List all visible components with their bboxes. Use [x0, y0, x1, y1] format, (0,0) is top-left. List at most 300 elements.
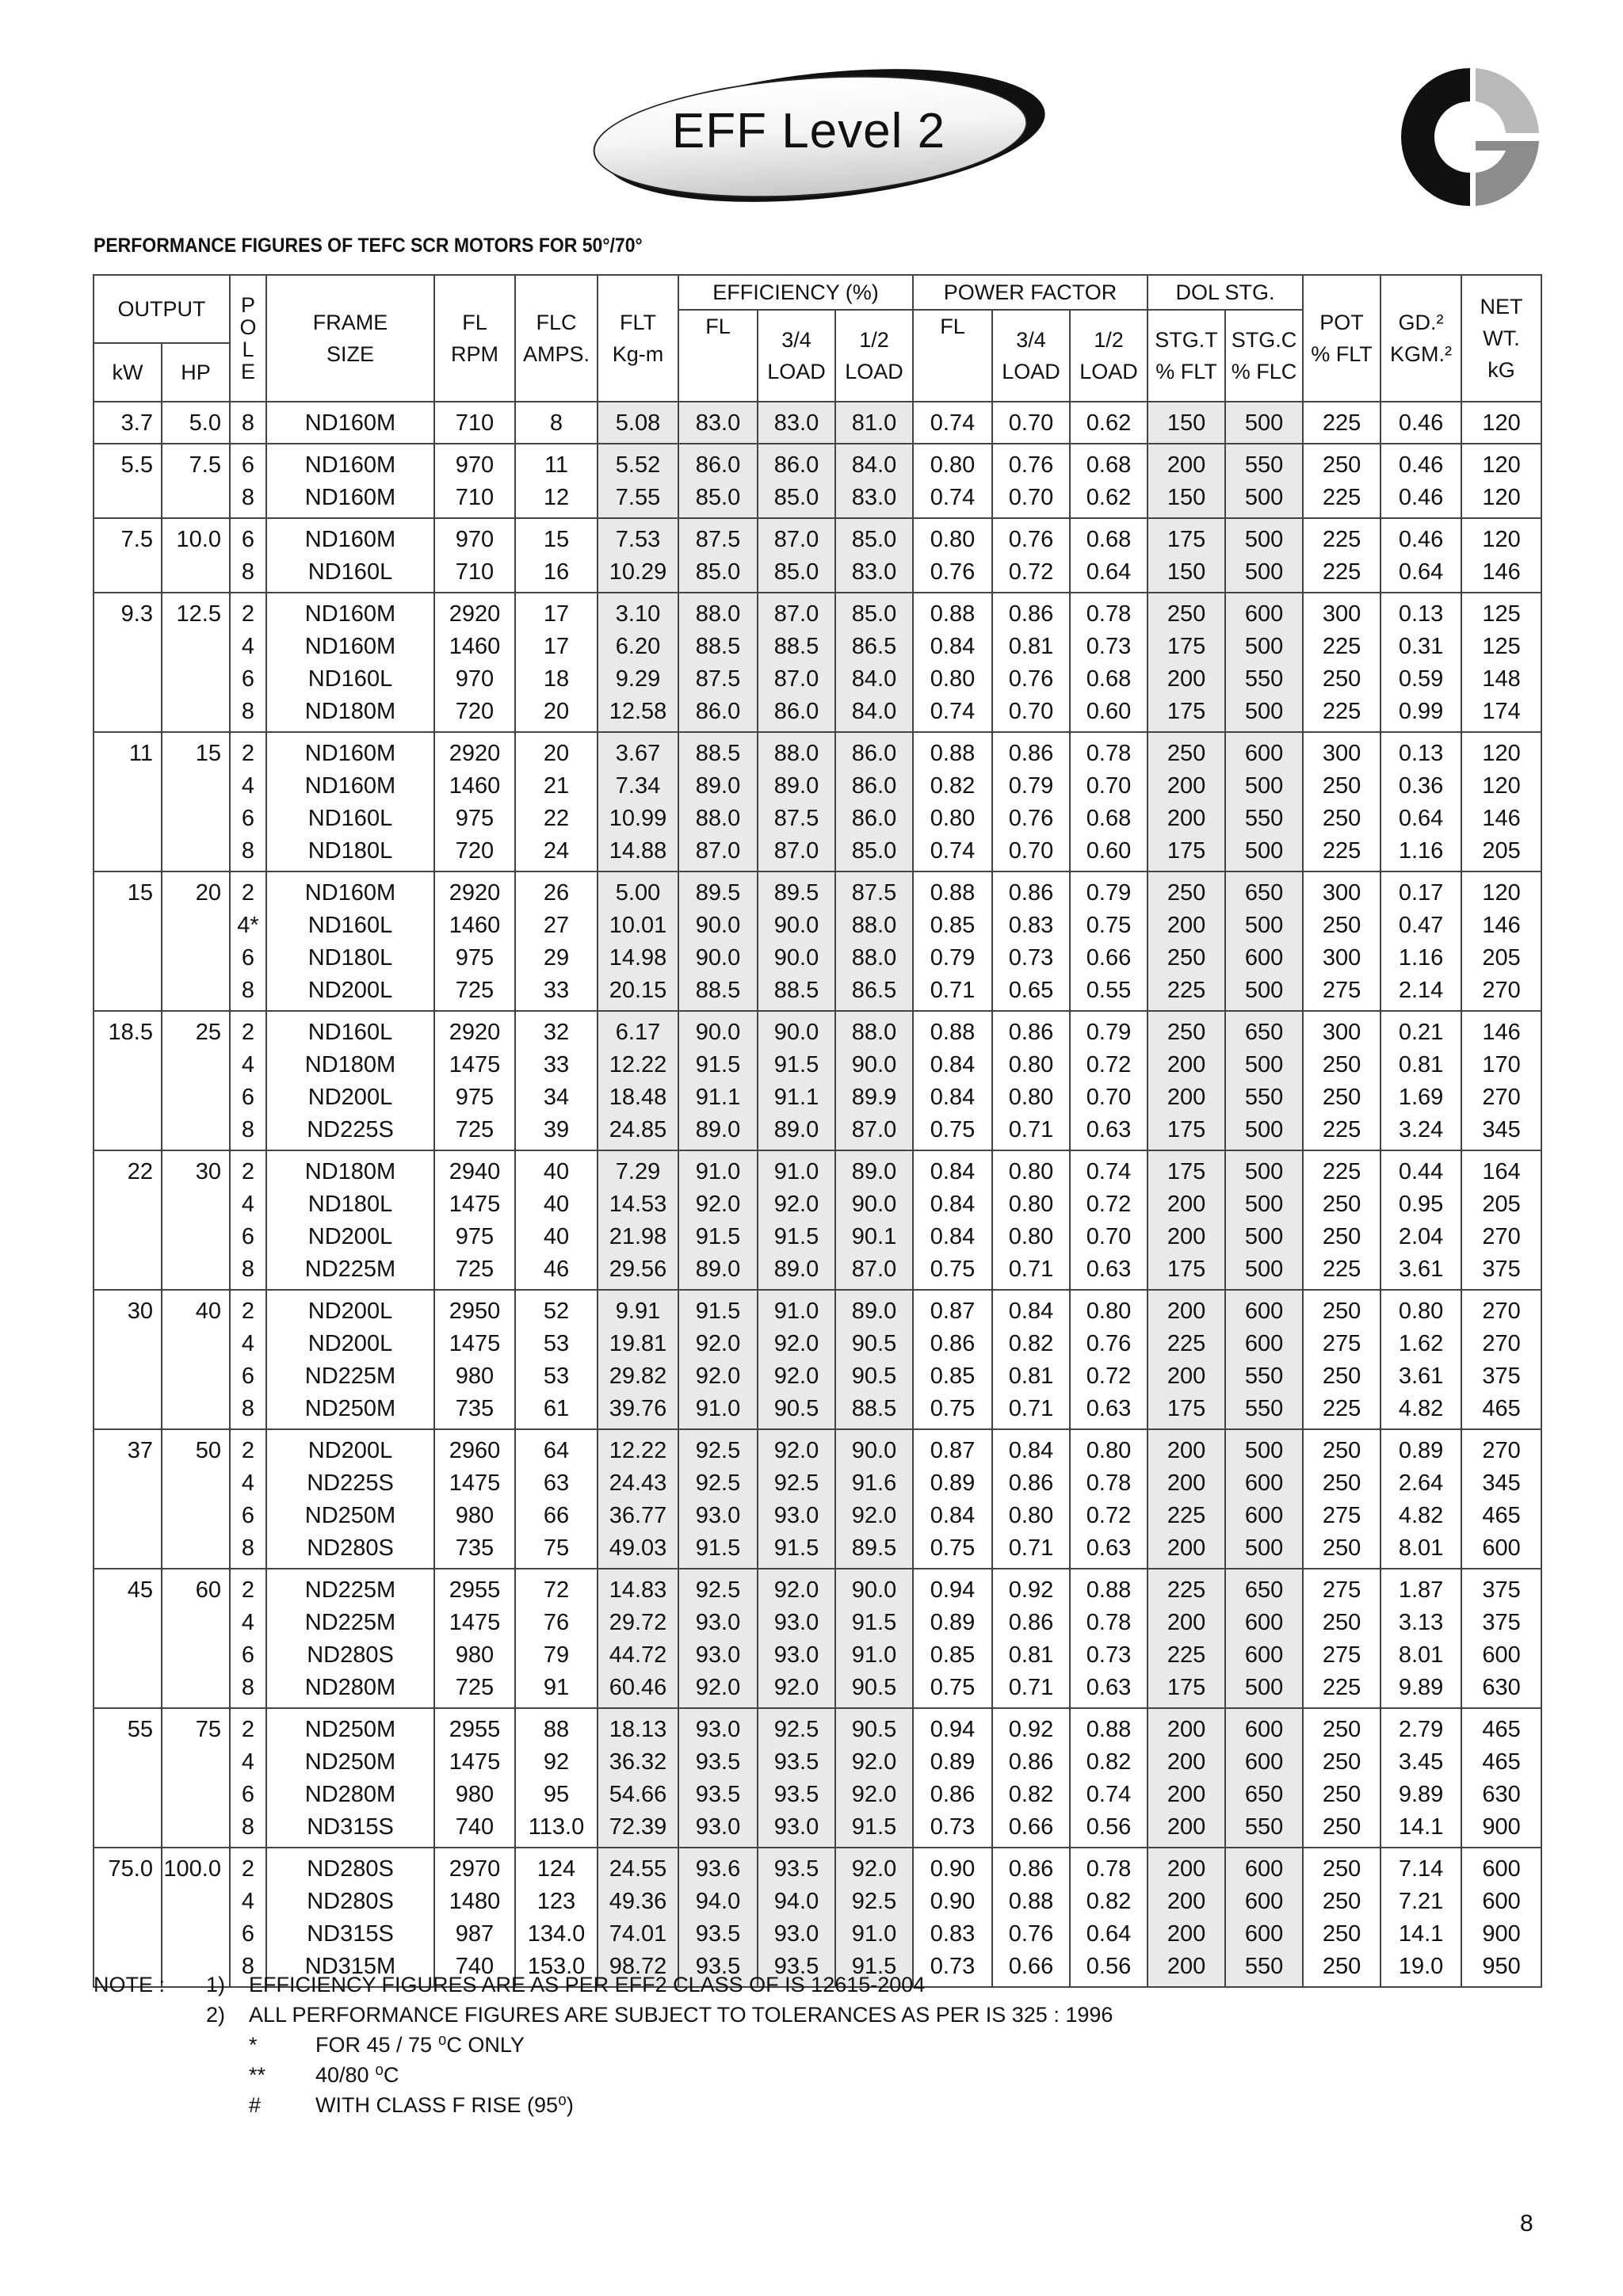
cell-value: 0.86 [1008, 1856, 1054, 1882]
flt-cell [598, 1290, 678, 1429]
cell-value: 44.72 [609, 1642, 667, 1668]
cell-value: 49.03 [609, 1535, 667, 1561]
cell-value: 0.63 [1086, 1396, 1132, 1421]
cell-value: 3.61 [1398, 1363, 1444, 1389]
eff-fl-cell [678, 444, 758, 518]
cell-value: 19.81 [609, 1331, 667, 1356]
cell-value: 53 [543, 1331, 570, 1356]
cell-value: 0.70 [1086, 773, 1132, 799]
pf-34-cell [992, 1150, 1070, 1290]
pole-cell [230, 593, 266, 732]
cell-value: 630 [1482, 1675, 1521, 1700]
cell-value: ND180M [304, 1052, 396, 1077]
stg-c-cell [1225, 1011, 1303, 1150]
cell-value: 975 [455, 806, 495, 831]
cell-value: 93.5 [695, 1921, 741, 1947]
hp-cell: 7.5 [162, 444, 230, 518]
cell-value: 39.76 [609, 1396, 667, 1421]
cell-value: 975 [455, 1224, 495, 1249]
cell-value: 91.1 [695, 1085, 741, 1110]
cell-value: 150 [1167, 559, 1206, 585]
cell-value: 1460 [449, 634, 501, 659]
pole-cell [230, 1848, 266, 1987]
cell-value: 7.55 [615, 485, 661, 510]
cell-value: 0.66 [1008, 1814, 1054, 1840]
cell-value: 14.1 [1398, 1814, 1444, 1840]
wt-cell [1461, 444, 1541, 518]
eff-12-cell [835, 1708, 913, 1848]
pot-cell [1303, 1429, 1381, 1569]
cell-value: 200 [1167, 1535, 1206, 1561]
cell-value: 175 [1167, 634, 1206, 659]
cell-value: 650 [1244, 1782, 1284, 1807]
cell-value: 175 [1167, 1159, 1206, 1184]
cell-value: 88.0 [851, 913, 897, 938]
cell-value: 0.84 [930, 1224, 976, 1249]
cell-value: 0.72 [1086, 1192, 1132, 1217]
cell-value: 250 [1322, 1224, 1361, 1249]
cell-value: 8 [549, 410, 563, 436]
pf-12-header: 1/2 LOAD [1070, 310, 1148, 402]
cell-value: 88.0 [773, 741, 819, 766]
cell-value: 4 [241, 773, 255, 799]
cell-value: 0.87 [930, 1299, 976, 1324]
cell-value: 12 [543, 485, 570, 510]
cell-value: 93.0 [695, 1642, 741, 1668]
cell-value: 500 [1244, 1192, 1284, 1217]
kw-cell: 45 [94, 1569, 162, 1708]
cell-value: 88.5 [773, 634, 819, 659]
cell-value: 134.0 [527, 1921, 586, 1947]
cell-value: 900 [1482, 1814, 1521, 1840]
eff-34-cell [758, 444, 835, 518]
cell-value: 600 [1244, 1889, 1284, 1914]
output-header: OUTPUT [94, 275, 230, 343]
cell-value: 6 [241, 1782, 255, 1807]
cell-value: 175 [1167, 1675, 1206, 1700]
cell-value: 76 [543, 1610, 570, 1635]
eff-12-header: 1/2 LOAD [835, 310, 913, 402]
cell-value: 2970 [449, 1856, 501, 1882]
cell-value: 0.59 [1398, 666, 1444, 692]
cell-value: 600 [1244, 1856, 1284, 1882]
cell-value: 0.78 [1086, 601, 1132, 627]
cell-value: ND315S [307, 1921, 394, 1947]
cell-value: ND160L [307, 666, 393, 692]
cell-value: 146 [1482, 1020, 1521, 1045]
cell-value: 40 [543, 1192, 570, 1217]
cell-value: 725 [455, 1117, 495, 1142]
cell-value: 87.0 [773, 838, 819, 864]
wt-cell [1461, 1150, 1541, 1290]
pf-34-cell [992, 1708, 1070, 1848]
kw-cell: 15 [94, 871, 162, 1011]
flc-cell [515, 1150, 598, 1290]
pf-12-cell [1070, 518, 1148, 593]
cell-value: 88.0 [851, 1020, 897, 1045]
cell-value: 27 [543, 913, 570, 938]
cell-value: 0.70 [1008, 410, 1054, 436]
cell-value: 0.21 [1398, 1020, 1444, 1045]
gd2-cell [1381, 1569, 1461, 1708]
cell-value: 2955 [449, 1577, 501, 1603]
cell-value: 735 [455, 1535, 495, 1561]
cell-value: 91.5 [773, 1535, 819, 1561]
cell-value: 22 [543, 806, 570, 831]
cell-value: ND160L [307, 806, 393, 831]
cell-value: 1.16 [1398, 945, 1444, 971]
cell-value: 123 [537, 1889, 576, 1914]
cell-value: 600 [1244, 1921, 1284, 1947]
cell-value: 0.44 [1398, 1159, 1444, 1184]
cell-value: 200 [1167, 806, 1206, 831]
eff-34-cell [758, 1569, 835, 1708]
cell-value: 740 [455, 1954, 495, 1979]
cell-value: 0.86 [1008, 1020, 1054, 1045]
cell-value: 375 [1482, 1610, 1521, 1635]
cell-value: 0.85 [930, 1363, 976, 1389]
cell-value: 500 [1244, 410, 1284, 436]
cell-value: 0.82 [1008, 1782, 1054, 1807]
cell-value: 14.83 [609, 1577, 667, 1603]
cell-value: 375 [1482, 1363, 1521, 1389]
cell-value: 7.34 [615, 773, 661, 799]
cell-value: 0.82 [1008, 1331, 1054, 1356]
cell-value: 345 [1482, 1117, 1521, 1142]
cell-value: 93.5 [773, 1782, 819, 1807]
cell-value: ND225M [304, 1363, 396, 1389]
cell-value: 270 [1482, 1299, 1521, 1324]
stg-t-cell [1148, 593, 1225, 732]
cell-value: 86.5 [851, 634, 897, 659]
cell-value: 270 [1482, 1438, 1521, 1463]
cell-value: 8 [241, 1814, 255, 1840]
pf-fl-cell [913, 1848, 992, 1987]
cell-value: 950 [1482, 1954, 1521, 1979]
eff-34-cell [758, 518, 835, 593]
cell-value: 1475 [449, 1470, 501, 1496]
cell-value: 88.5 [773, 978, 819, 1003]
gd2-cell [1381, 1429, 1461, 1569]
cell-value: 2 [241, 880, 255, 906]
cell-value: 4 [241, 634, 255, 659]
stg-t-cell [1148, 732, 1225, 871]
net-wt-header: NET WT. kG [1461, 275, 1541, 402]
cell-value: 6 [241, 1224, 255, 1249]
cell-value: 8 [241, 699, 255, 724]
cell-value: 17 [543, 601, 570, 627]
pf-12-cell [1070, 732, 1148, 871]
pole-header: P O L E [230, 275, 266, 402]
cell-value: 72.39 [609, 1814, 667, 1840]
wt-cell [1461, 871, 1541, 1011]
table-header [94, 275, 1541, 402]
gd2-cell [1381, 402, 1461, 444]
cell-value: ND160L [307, 913, 393, 938]
hp-cell: 100.0 [162, 1848, 230, 1987]
cell-value: 4 [241, 1470, 255, 1496]
pf-fl-cell [913, 518, 992, 593]
cell-value: 550 [1244, 1396, 1284, 1421]
stg-c-cell [1225, 1708, 1303, 1848]
table-row [94, 444, 1541, 518]
cell-value: 14.88 [609, 838, 667, 864]
cell-value: 600 [1482, 1856, 1521, 1882]
cell-value: 0.73 [930, 1954, 976, 1979]
cell-value: 2.14 [1398, 978, 1444, 1003]
cell-value: 0.74 [930, 699, 976, 724]
cell-value: 6 [241, 806, 255, 831]
cell-value: 36.32 [609, 1749, 667, 1775]
cell-value: 0.65 [1008, 978, 1054, 1003]
cell-value: 8 [241, 1675, 255, 1700]
wt-cell [1461, 732, 1541, 871]
cell-value: 174 [1482, 699, 1521, 724]
stg-c-cell [1225, 1150, 1303, 1290]
cell-value: 0.88 [1008, 1889, 1054, 1914]
cell-value: 600 [1244, 1749, 1284, 1775]
cell-value: 98.72 [609, 1954, 667, 1979]
pf-fl-cell [913, 732, 992, 871]
eff-34-cell [758, 1290, 835, 1429]
pf-fl-cell [913, 1569, 992, 1708]
cell-value: 2920 [449, 880, 501, 906]
cell-value: 0.75 [930, 1535, 976, 1561]
cell-value: 89.5 [695, 880, 741, 906]
cell-value: 0.64 [1398, 806, 1444, 831]
pole-cell [230, 1708, 266, 1848]
cell-value: 75 [543, 1535, 570, 1561]
eff-12-cell [835, 871, 913, 1011]
wt-cell [1461, 518, 1541, 593]
cell-value: 2.04 [1398, 1224, 1444, 1249]
cell-value: 90.0 [773, 1020, 819, 1045]
kw-cell: 5.5 [94, 444, 162, 518]
cell-value: 975 [455, 1085, 495, 1110]
cell-value: ND200L [307, 1224, 393, 1249]
cell-value: 500 [1244, 485, 1284, 510]
table-row [94, 518, 1541, 593]
pf-12-cell [1070, 871, 1148, 1011]
table-row [94, 402, 1541, 444]
table-row [94, 1848, 1541, 1987]
pot-cell [1303, 444, 1381, 518]
cell-value: 500 [1244, 913, 1284, 938]
cell-value: 3.24 [1398, 1117, 1444, 1142]
table-body [94, 402, 1541, 1987]
pf-12-cell [1070, 593, 1148, 732]
cell-value: 550 [1244, 1814, 1284, 1840]
cell-value: 89.9 [851, 1085, 897, 1110]
cell-value: 0.63 [1086, 1675, 1132, 1700]
fl-rpm-header: FL RPM [434, 275, 515, 402]
cell-value: 0.80 [1398, 1299, 1444, 1324]
rpm-cell [434, 1708, 515, 1848]
frame-cell [266, 402, 434, 444]
stg-t-cell [1148, 1150, 1225, 1290]
table-row [94, 1708, 1541, 1848]
cell-value: ND160L [307, 559, 393, 585]
cell-value: 225 [1322, 1675, 1361, 1700]
cell-value: 300 [1322, 601, 1361, 627]
cell-value: 0.86 [930, 1782, 976, 1807]
cell-value: 120 [1482, 880, 1521, 906]
cell-value: 92.5 [851, 1889, 897, 1914]
cell-value: 93.5 [695, 1749, 741, 1775]
cell-value: 250 [1322, 666, 1361, 692]
cell-value: 0.75 [930, 1396, 976, 1421]
cell-value: ND180L [307, 1192, 393, 1217]
cell-value: 91.5 [773, 1224, 819, 1249]
pf-fl-header: FL [913, 310, 992, 402]
cell-value: 270 [1482, 978, 1521, 1003]
cell-value: 275 [1322, 978, 1361, 1003]
cell-value: 250 [1322, 1192, 1361, 1217]
rpm-cell [434, 871, 515, 1011]
stg-c-cell [1225, 444, 1303, 518]
cell-value: 6.17 [615, 1020, 661, 1045]
cell-value: 85.0 [773, 559, 819, 585]
frame-cell [266, 871, 434, 1011]
cell-value: 29.82 [609, 1363, 667, 1389]
cell-value: 7.29 [615, 1159, 661, 1184]
cell-value: 2 [241, 1856, 255, 1882]
pf-34-cell [992, 1429, 1070, 1569]
cell-value: 600 [1244, 945, 1284, 971]
cell-value: 8.01 [1398, 1642, 1444, 1668]
pf-fl-cell [913, 871, 992, 1011]
hp-cell: 20 [162, 871, 230, 1011]
cell-value: 0.75 [930, 1117, 976, 1142]
cell-value: 0.80 [930, 806, 976, 831]
cell-value: 650 [1244, 880, 1284, 906]
kw-cell: 7.5 [94, 518, 162, 593]
stg-t-cell [1148, 402, 1225, 444]
cell-value: 0.80 [1086, 1438, 1132, 1463]
table-row [94, 1429, 1541, 1569]
cell-value: 250 [1322, 1052, 1361, 1077]
eff-12-cell [835, 518, 913, 593]
cell-value: 0.75 [930, 1257, 976, 1282]
cell-value: 600 [1244, 1331, 1284, 1356]
cell-value: 93.5 [773, 1749, 819, 1775]
cell-value: 120 [1482, 452, 1521, 478]
cell-value: 87.0 [773, 601, 819, 627]
cell-value: 3.10 [615, 601, 661, 627]
cell-value: 88.5 [695, 741, 741, 766]
cell-value: 0.66 [1086, 945, 1132, 971]
cell-value: ND280S [307, 1642, 394, 1668]
flt-cell [598, 518, 678, 593]
stg-c-cell [1225, 518, 1303, 593]
cell-value: 200 [1167, 773, 1206, 799]
cell-value: 1475 [449, 1749, 501, 1775]
wt-cell [1461, 402, 1541, 444]
cell-value: 1.62 [1398, 1331, 1444, 1356]
cell-value: 8 [241, 1257, 255, 1282]
cell-value: ND160M [304, 880, 396, 906]
cell-value: 18.48 [609, 1085, 667, 1110]
cell-value: 125 [1482, 634, 1521, 659]
wt-cell [1461, 1708, 1541, 1848]
cell-value: 87.0 [851, 1257, 897, 1282]
cell-value: 0.90 [930, 1856, 976, 1882]
cell-value: 225 [1322, 634, 1361, 659]
cell-value: 4* [237, 913, 259, 938]
cell-value: 270 [1482, 1085, 1521, 1110]
pole-cell [230, 1011, 266, 1150]
cell-value: 91.0 [773, 1159, 819, 1184]
eff-fl-cell [678, 1429, 758, 1569]
pf-12-cell [1070, 1011, 1148, 1150]
rpm-cell [434, 402, 515, 444]
cell-value: 16 [543, 559, 570, 585]
cell-value: 4 [241, 1192, 255, 1217]
cell-value: 2920 [449, 1020, 501, 1045]
cell-value: 120 [1482, 410, 1521, 436]
wt-cell [1461, 593, 1541, 732]
cell-value: 275 [1322, 1642, 1361, 1668]
cell-value: 60.46 [609, 1675, 667, 1700]
cell-value: 0.80 [930, 666, 976, 692]
cell-value: 92.5 [773, 1470, 819, 1496]
cell-value: 0.81 [1008, 634, 1054, 659]
cell-value: 650 [1244, 1020, 1284, 1045]
cell-value: 175 [1167, 699, 1206, 724]
cell-value: 0.71 [1008, 1396, 1054, 1421]
cell-value: 6 [241, 666, 255, 692]
cell-value: 0.71 [1008, 1257, 1054, 1282]
cell-value: 500 [1244, 634, 1284, 659]
cell-value: 93.0 [773, 1610, 819, 1635]
cell-value: 89.5 [851, 1535, 897, 1561]
pf-fl-cell [913, 1011, 992, 1150]
cell-value: 0.88 [1086, 1717, 1132, 1742]
cell-value: 300 [1322, 741, 1361, 766]
cell-value: 148 [1482, 666, 1521, 692]
eff-34-cell [758, 1429, 835, 1569]
cell-value: 9.89 [1398, 1782, 1444, 1807]
cell-value: 6 [241, 1921, 255, 1947]
cell-value: 92.0 [773, 1363, 819, 1389]
cell-value: 79 [543, 1642, 570, 1668]
cell-value: 2.64 [1398, 1470, 1444, 1496]
cell-value: 83.0 [851, 559, 897, 585]
cell-value: 600 [1244, 1299, 1284, 1324]
stg-c-cell [1225, 871, 1303, 1011]
kw-cell: 22 [94, 1150, 162, 1290]
cell-value: 2 [241, 1438, 255, 1463]
cell-value: 8 [241, 838, 255, 864]
cell-value: 1460 [449, 913, 501, 938]
pf-34-header: 3/4 LOAD [992, 310, 1070, 402]
cell-value: 87.0 [773, 527, 819, 552]
cell-value: 0.75 [1086, 913, 1132, 938]
pf-34-cell [992, 444, 1070, 518]
cell-value: 90.5 [851, 1331, 897, 1356]
cell-value: 225 [1322, 410, 1361, 436]
cell-value: 91.5 [851, 1814, 897, 1840]
cell-value: 89.0 [695, 773, 741, 799]
kw-header: kW [94, 343, 162, 402]
cell-value: 86.0 [773, 699, 819, 724]
cell-value: ND160M [304, 601, 396, 627]
wt-cell [1461, 1848, 1541, 1987]
cell-value: 4.82 [1398, 1396, 1444, 1421]
cell-value: 0.13 [1398, 601, 1444, 627]
cell-value: 125 [1482, 601, 1521, 627]
cell-value: 9.91 [615, 1299, 661, 1324]
